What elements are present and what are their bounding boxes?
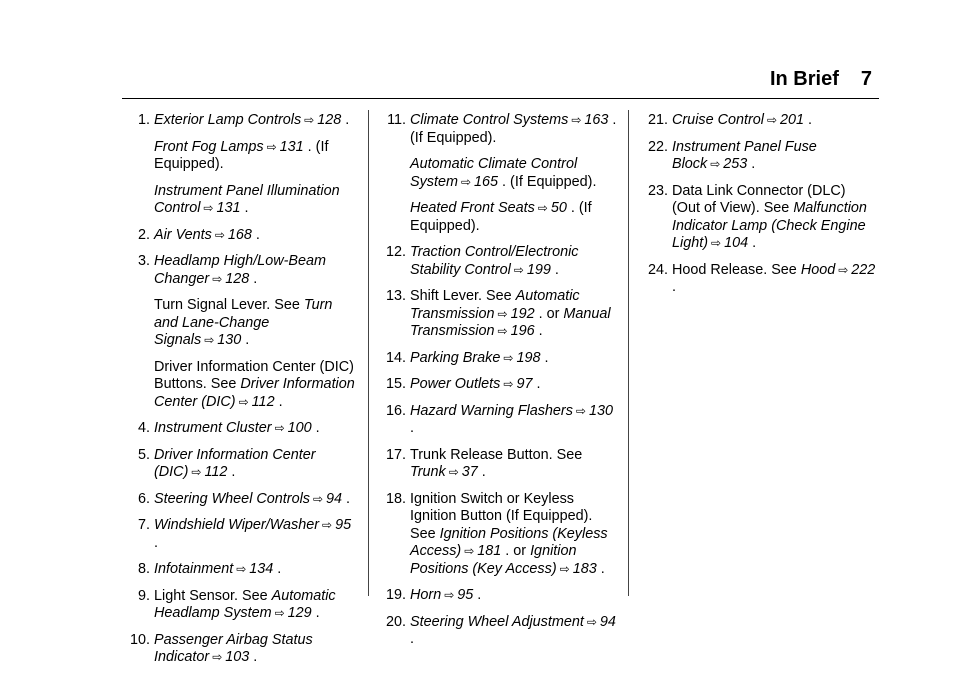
column-3	[640, 112, 876, 306]
entry-number: 4.	[137, 420, 150, 436]
index-sub-entry: Instrument Panel Illumination Control ⇨ 131 .	[154, 182, 340, 216]
index-entry: 23. Data Link Connector (DLC) (Out of View). See Malfunction Indicator Lamp (Check Engine Light) ⇨ 104 .	[640, 183, 876, 253]
index-entry: 24. Hood Release. See Hood ⇨ 222 .	[640, 262, 876, 297]
page-reference[interactable]: 168	[227, 226, 252, 243]
page-ref-arrow-icon: ⇨	[204, 333, 215, 347]
page-reference[interactable]: 37	[461, 464, 478, 480]
page-reference[interactable]: 192	[510, 305, 535, 322]
page-ref-arrow-icon: ⇨	[537, 201, 548, 215]
entry-number: 17.	[385, 446, 406, 463]
entry-number: 21.	[647, 112, 668, 128]
cross-reference-title: Ignition Positions (Keyless Access)	[410, 525, 608, 559]
page-header	[770, 68, 872, 91]
index-entry: 5. Driver Information Center (DIC) ⇨ 112 .	[122, 447, 358, 482]
cross-reference-title: Hood	[800, 261, 836, 278]
page-ref-arrow-icon: ⇨	[497, 306, 508, 321]
page-ref-arrow-icon: ⇨	[464, 544, 475, 558]
page-reference[interactable]: 134	[249, 561, 274, 577]
entry-number: 5.	[137, 446, 150, 463]
entry-text: or	[509, 543, 531, 559]
cross-reference-title: Steering Wheel Controls	[154, 490, 310, 507]
cross-reference-title: Climate Control Systems	[410, 112, 569, 128]
index-entry: 7. Windshield Wiper/Washer ⇨ 95 .	[122, 517, 358, 552]
page-ref-arrow-icon: ⇨	[559, 561, 570, 576]
entry-number: 18.	[385, 490, 406, 507]
page-ref-arrow-icon: ⇨	[312, 491, 324, 506]
cross-reference-title: Instrument Cluster	[154, 420, 272, 436]
index-entry: 18. Ignition Switch or Keyless Ignition Button (If Equipped). See Ignition Positions (Keyless Access) ⇨ 181 . or Ignition Positions (Key Access) ⇨ 183 .	[378, 491, 618, 579]
entry-number: 14.	[385, 349, 406, 366]
index-sub-entry: Automatic Climate Control System ⇨ 165 . (If Equipped).	[410, 156, 597, 190]
index-entry: 16. Hazard Warning Flashers ⇨ 130 .	[378, 403, 618, 438]
page-reference[interactable]: 94	[599, 613, 616, 630]
page-ref-arrow-icon: ⇨	[191, 465, 202, 479]
index-entry: 2. Air Vents ⇨ 168 .	[122, 227, 358, 245]
page-ref-arrow-icon: ⇨	[838, 262, 849, 277]
entry-number: 22.	[647, 138, 668, 155]
page-reference[interactable]: 100	[287, 420, 312, 436]
page-ref-arrow-icon: ⇨	[203, 201, 214, 215]
cross-reference-title: Heated Front Seats	[410, 200, 535, 216]
cross-reference-title: Turn and Lane-Change Signals	[154, 297, 333, 348]
index-entry: 12. Traction Control/Electronic Stability Control ⇨ 199 .	[378, 244, 618, 279]
cross-reference-title: Traction Control/Electronic Stability Control	[410, 244, 579, 278]
entry-text: (If Equipped).	[410, 129, 497, 146]
page-ref-arrow-icon: ⇨	[586, 614, 597, 629]
page-ref-arrow-icon: ⇨	[503, 350, 514, 365]
entry-text: (If Equipped).	[154, 138, 329, 172]
cross-reference-title: Infotainment	[154, 561, 234, 577]
index-entry: 10. Passenger Airbag Status Indicator ⇨ 103 .	[122, 632, 358, 667]
page-ref-arrow-icon: ⇨	[274, 421, 285, 435]
page-reference[interactable]: 198	[516, 349, 541, 366]
entry-number: 8.	[137, 561, 150, 577]
page-reference[interactable]: 196	[510, 323, 535, 339]
page-reference[interactable]: 131	[279, 138, 304, 155]
index-entry: 20. Steering Wheel Adjustment ⇨ 94 .	[378, 614, 618, 649]
entry-text: Shift Lever. See	[410, 288, 516, 304]
page-ref-arrow-icon: ⇨	[503, 377, 514, 391]
entry-number: 23.	[647, 182, 668, 199]
entry-text: Data Link Connector (DLC) (Out of View). See	[672, 182, 846, 216]
index-entry: 11. Climate Control Systems ⇨ 163 . (If Equipped).	[378, 112, 618, 147]
page-reference[interactable]: 163	[584, 112, 609, 128]
page-reference[interactable]: 131	[216, 200, 241, 216]
page-ref-arrow-icon: ⇨	[212, 650, 223, 664]
page-ref-arrow-icon: ⇨	[236, 562, 247, 576]
header-rule	[122, 98, 879, 99]
cross-reference-title: Instrument Panel Illumination Control	[154, 182, 340, 216]
page-reference[interactable]: 50	[550, 200, 567, 216]
cross-reference-title: Driver Information Center (DIC)	[154, 446, 316, 480]
entry-text: (If Equipped).	[506, 173, 597, 190]
index-entry: 13. Shift Lever. See Automatic Transmission ⇨ 192 . or Manual Transmission ⇨ 196 .	[378, 288, 618, 341]
index-entry: 3. Headlamp High/Low-Beam Changer ⇨ 128 .	[122, 253, 358, 288]
page-ref-arrow-icon: ⇨	[214, 227, 225, 242]
page-reference[interactable]: 199	[526, 261, 551, 278]
index-sub-entry: Turn Signal Lever. See Turn and Lane-Change Signals ⇨ 130 .	[154, 297, 333, 348]
entry-number: 9.	[137, 587, 150, 604]
column-1	[122, 112, 358, 676]
index-entry: 15. Power Outlets ⇨ 97 .	[378, 376, 618, 394]
entry-number: 24.	[647, 261, 668, 278]
column-2	[378, 112, 618, 658]
entry-number: 3.	[137, 253, 150, 269]
page-ref-arrow-icon: ⇨	[266, 139, 277, 154]
cross-reference-title: Cruise Control	[672, 112, 764, 128]
page-reference[interactable]: 129	[287, 605, 312, 621]
column-divider	[368, 110, 369, 596]
index-entry: 14. Parking Brake ⇨ 198 .	[378, 350, 618, 368]
cross-reference-title: Headlamp High/Low-Beam Changer	[154, 253, 326, 287]
entry-text: Light Sensor. See	[154, 587, 272, 604]
entry-number: 12.	[385, 244, 406, 260]
entry-text: Trunk Release Button. See	[410, 446, 583, 463]
page-ref-arrow-icon: ⇨	[513, 262, 524, 277]
entry-text: Turn Signal Lever. See	[154, 297, 304, 313]
cross-reference-title: Automatic Climate Control System	[410, 156, 578, 190]
page-ref-arrow-icon: ⇨	[766, 113, 778, 127]
page-ref-arrow-icon: ⇨	[571, 113, 582, 127]
entry-number: 13.	[385, 288, 406, 304]
page-reference[interactable]: 95	[457, 587, 474, 603]
page-ref-arrow-icon: ⇨	[304, 113, 315, 127]
cross-reference-title: Automatic Transmission	[410, 288, 580, 322]
page-reference[interactable]: 181	[477, 543, 502, 559]
cross-reference-title: Trunk	[410, 464, 446, 480]
page-reference[interactable]: 183	[572, 560, 597, 577]
index-entry: 22. Instrument Panel Fuse Block ⇨ 253 .	[640, 139, 876, 174]
index-entry: 1. Exterior Lamp Controls ⇨ 128 .	[122, 112, 358, 130]
page-reference[interactable]: 112	[204, 464, 228, 480]
page-reference[interactable]: 222	[851, 261, 876, 278]
cross-reference-title: Power Outlets	[410, 376, 501, 392]
cross-reference-title: Passenger Airbag Status Indicator	[154, 631, 313, 665]
entry-text: (If Equipped).	[410, 200, 592, 234]
cross-reference-title: Exterior Lamp Controls	[154, 112, 302, 128]
page-reference[interactable]: 130	[217, 332, 242, 348]
index-entry: 4. Instrument Cluster ⇨ 100 .	[122, 420, 358, 438]
entry-text: Ignition Switch or Keyless Ignition Button (If Equipped). See	[410, 490, 593, 542]
cross-reference-title: Windshield Wiper/Washer	[154, 517, 320, 533]
cross-reference-title: Horn	[410, 587, 442, 603]
cross-reference-title: Driver Information Center (DIC)	[154, 376, 355, 410]
cross-reference-title: Front Fog Lamps	[154, 138, 264, 155]
index-sub-entry: Front Fog Lamps ⇨ 131 . (If Equipped).	[154, 138, 329, 172]
page-ref-arrow-icon: ⇨	[575, 403, 586, 418]
entry-number: 16.	[385, 402, 406, 419]
cross-reference-title: Manual Transmission	[410, 305, 611, 339]
column-divider	[628, 110, 629, 596]
entry-number: 19.	[385, 587, 406, 603]
page-reference[interactable]: 128	[225, 270, 250, 287]
index-sub-entry: Driver Information Center (DIC) Buttons. See Driver Information Center (DIC) ⇨ 112 .	[154, 358, 355, 410]
cross-reference-title: Ignition Positions (Key Access)	[410, 543, 577, 577]
page-reference[interactable]: 94	[326, 490, 343, 507]
page-reference[interactable]: 112	[251, 393, 275, 410]
cross-reference-title: Hazard Warning Flashers	[410, 402, 573, 419]
page-ref-arrow-icon: ⇨	[448, 465, 459, 479]
entry-number: 15.	[385, 376, 406, 392]
entry-number: 6.	[137, 490, 150, 507]
page-number: 7	[860, 68, 872, 90]
page-reference[interactable]: 201	[780, 112, 805, 128]
index-entry: 6. Steering Wheel Controls ⇨ 94 .	[122, 491, 358, 509]
page-reference[interactable]: 95	[335, 517, 352, 533]
page-reference[interactable]: 165	[474, 173, 499, 190]
page-ref-arrow-icon: ⇨	[444, 588, 455, 602]
entry-text: Driver Information Center (DIC) Buttons. See	[154, 358, 354, 392]
page-reference[interactable]: 103	[225, 649, 250, 665]
index-entry: 9. Light Sensor. See Automatic Headlamp System ⇨ 129 .	[122, 588, 358, 623]
page-ref-arrow-icon: ⇨	[497, 324, 508, 338]
entry-number: 20.	[385, 613, 406, 630]
page-ref-arrow-icon: ⇨	[460, 174, 472, 189]
index-entry: 19. Horn ⇨ 95 .	[378, 587, 618, 605]
page-reference[interactable]: 130	[588, 402, 613, 419]
entry-number: 7.	[137, 517, 150, 533]
page-ref-arrow-icon: ⇨	[212, 271, 223, 286]
entry-number: 11.	[387, 112, 406, 128]
entry-number: 1.	[137, 112, 150, 128]
page-reference[interactable]: 128	[317, 112, 342, 128]
entry-number: 10.	[129, 631, 150, 648]
page-reference[interactable]: 104	[724, 235, 749, 251]
page-ref-arrow-icon: ⇨	[322, 518, 333, 532]
page-reference[interactable]: 253	[723, 156, 748, 172]
page-ref-arrow-icon: ⇨	[238, 394, 249, 409]
cross-reference-title: Steering Wheel Adjustment	[410, 613, 584, 630]
index-entry: 21. Cruise Control ⇨ 201 .	[640, 112, 876, 130]
entry-text: Hood Release. See	[672, 261, 801, 278]
index-entry: 17. Trunk Release Button. See Trunk ⇨ 37 .	[378, 447, 618, 482]
cross-reference-title: Automatic Headlamp System	[154, 587, 336, 621]
index-entry: 8. Infotainment ⇨ 134 .	[122, 561, 358, 579]
cross-reference-title: Instrument Panel Fuse Block	[672, 138, 817, 172]
entry-text: or	[542, 305, 564, 322]
entry-number: 2.	[137, 226, 150, 243]
page-ref-arrow-icon: ⇨	[711, 236, 722, 250]
cross-reference-title: Malfunction Indicator Lamp (Check Engine Light)	[672, 200, 867, 251]
cross-reference-title: Air Vents	[154, 226, 212, 243]
section-title: In Brief	[769, 68, 839, 90]
cross-reference-title: Parking Brake	[410, 349, 501, 366]
page-ref-arrow-icon: ⇨	[710, 157, 721, 171]
index-sub-entry: Heated Front Seats ⇨ 50 . (If Equipped).	[410, 200, 592, 234]
page-ref-arrow-icon: ⇨	[274, 606, 285, 620]
page-reference[interactable]: 97	[516, 376, 533, 392]
